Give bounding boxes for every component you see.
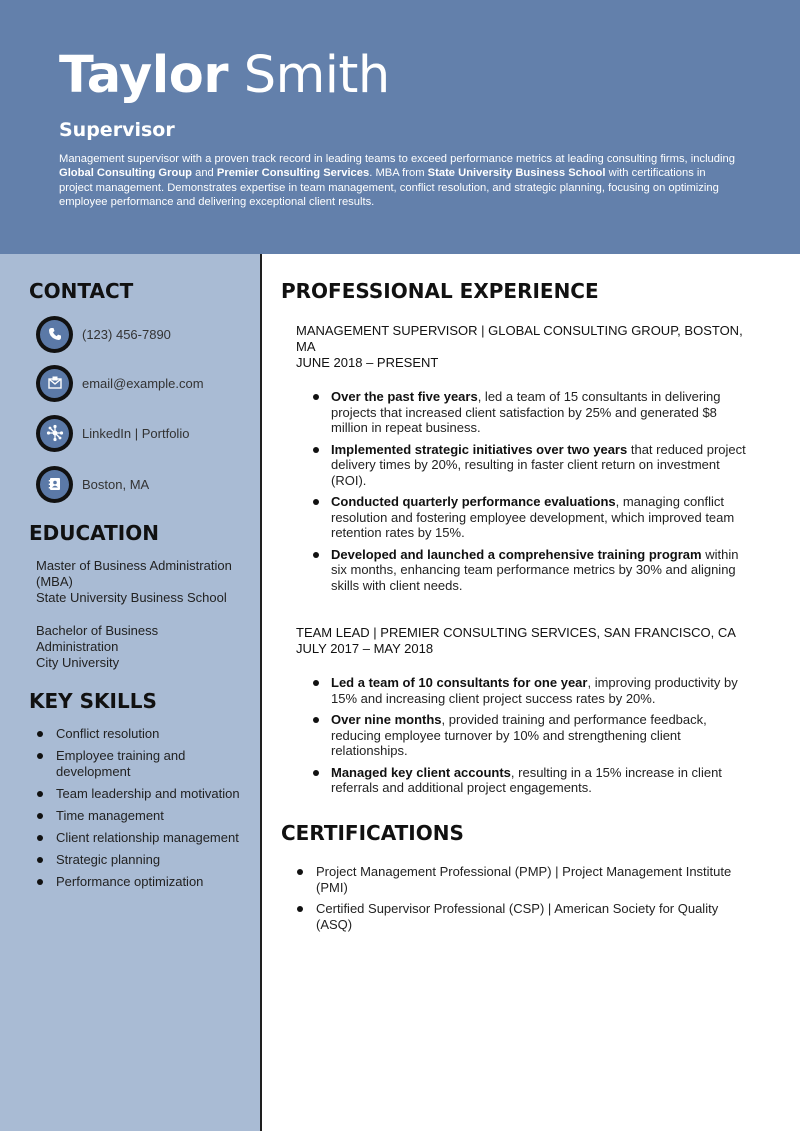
- job-dates: JULY 2017 – MAY 2018: [296, 641, 434, 656]
- education-heading: EDUCATION: [29, 521, 159, 545]
- summary-text: with certifications in project management. Demonstrates expertise in team management, conflict resolution, and strategic planning, focusing on optimizing employee performance and delivering exceptional client results.: [59, 167, 719, 208]
- summary-text: . MBA from: [369, 167, 428, 180]
- education-entry: [36, 623, 206, 671]
- summary-text: and: [192, 167, 217, 180]
- first-name: Taylor: [59, 46, 228, 105]
- address-book-icon: [36, 466, 73, 503]
- degree-name: Bachelor of Business Administration: [36, 623, 159, 654]
- summary-text: Management supervisor with a proven track record in leading teams to exceed performance metrics at leading consulting firms, including: [59, 153, 735, 165]
- phone-icon: [36, 316, 73, 353]
- summary-paragraph: [59, 152, 739, 209]
- certifications-heading: CERTIFICATIONS: [281, 821, 464, 845]
- experience-heading: PROFESSIONAL EXPERIENCE: [281, 279, 599, 303]
- school-name: City University: [36, 655, 120, 670]
- certification-item: Certified Supervisor Professional (CSP) | American Society for Quality (ASQ): [296, 901, 756, 932]
- job-bullet: Conducted quarterly performance evaluations, managing conflict resolution and fostering employee development, which improved team retention rates by 15%.: [296, 494, 756, 541]
- job-bullet: Developed and launched a comprehensive training program within six months, enhancing team performance metrics by 30% and aligning skills with client needs.: [296, 547, 756, 594]
- candidate-name: [59, 46, 390, 105]
- job-bullet: Over nine months, provided training and performance feedback, reducing employee turnover by 10% and strengthening client relationships.: [296, 712, 756, 759]
- skills-list: [36, 726, 246, 896]
- column-divider: [260, 254, 262, 1131]
- contact-links[interactable]: [36, 414, 189, 452]
- skill-item: Performance optimization: [36, 874, 246, 890]
- degree-name: Master of Business Administration (MBA): [36, 558, 232, 589]
- contact-heading: CONTACT: [29, 279, 134, 303]
- job-bullets: [296, 675, 756, 802]
- job-bullet: Managed key client accounts, resulting in a 15% increase in client referrals and additional project engagements.: [296, 765, 756, 796]
- job-title-line: MANAGEMENT SUPERVISOR | GLOBAL CONSULTING GROUP, BOSTON, MA: [296, 323, 743, 354]
- email-address: email@example.com: [82, 375, 204, 391]
- network-icon: [36, 415, 73, 452]
- profile-links: LinkedIn | Portfolio: [82, 425, 190, 441]
- certifications-list: [296, 864, 756, 938]
- skill-item: Employee training and development: [36, 748, 246, 779]
- envelope-icon: [36, 365, 73, 402]
- job-title-line: TEAM LEAD | PREMIER CONSULTING SERVICES, SAN FRANCISCO, CA: [296, 625, 736, 640]
- education-entry: [36, 558, 246, 606]
- job-header: [296, 323, 751, 371]
- last-name: Smith: [243, 46, 390, 105]
- skill-item: Time management: [36, 808, 246, 824]
- job-bullet: Led a team of 10 consultants for one year, improving productivity by 15% and increasing client project success rates by 20%.: [296, 675, 756, 706]
- skill-item: Client relationship management: [36, 830, 246, 846]
- resume-header: [0, 0, 800, 254]
- summary-highlight: State University Business School: [427, 167, 606, 180]
- contact-location: [36, 465, 149, 503]
- location-text: Boston, MA: [82, 476, 150, 492]
- contact-phone[interactable]: [36, 315, 171, 353]
- skill-item: Strategic planning: [36, 852, 246, 868]
- job-bullet: Implemented strategic initiatives over two years that reduced project delivery times by 20%, resulting in faster client return on investment (ROI).: [296, 442, 756, 489]
- phone-number: (123) 456-7890: [82, 326, 171, 342]
- job-title: Supervisor: [59, 119, 175, 141]
- job-bullets: [296, 389, 756, 599]
- job-bullet: Over the past five years, led a team of 15 consultants in delivering projects that increased client satisfaction by 25% and generated $8 million in repeat business.: [296, 389, 756, 436]
- skills-heading: KEY SKILLS: [29, 689, 157, 713]
- school-name: State University Business School: [36, 590, 227, 605]
- certification-item: Project Management Professional (PMP) | Project Management Institute (PMI): [296, 864, 756, 895]
- summary-highlight: Global Consulting Group: [59, 167, 192, 180]
- skill-item: Team leadership and motivation: [36, 786, 246, 802]
- skill-item: Conflict resolution: [36, 726, 246, 742]
- summary-highlight: Premier Consulting Services: [216, 167, 370, 180]
- job-header: [296, 625, 756, 657]
- job-dates: JUNE 2018 – PRESENT: [296, 355, 439, 370]
- contact-email[interactable]: [36, 364, 204, 402]
